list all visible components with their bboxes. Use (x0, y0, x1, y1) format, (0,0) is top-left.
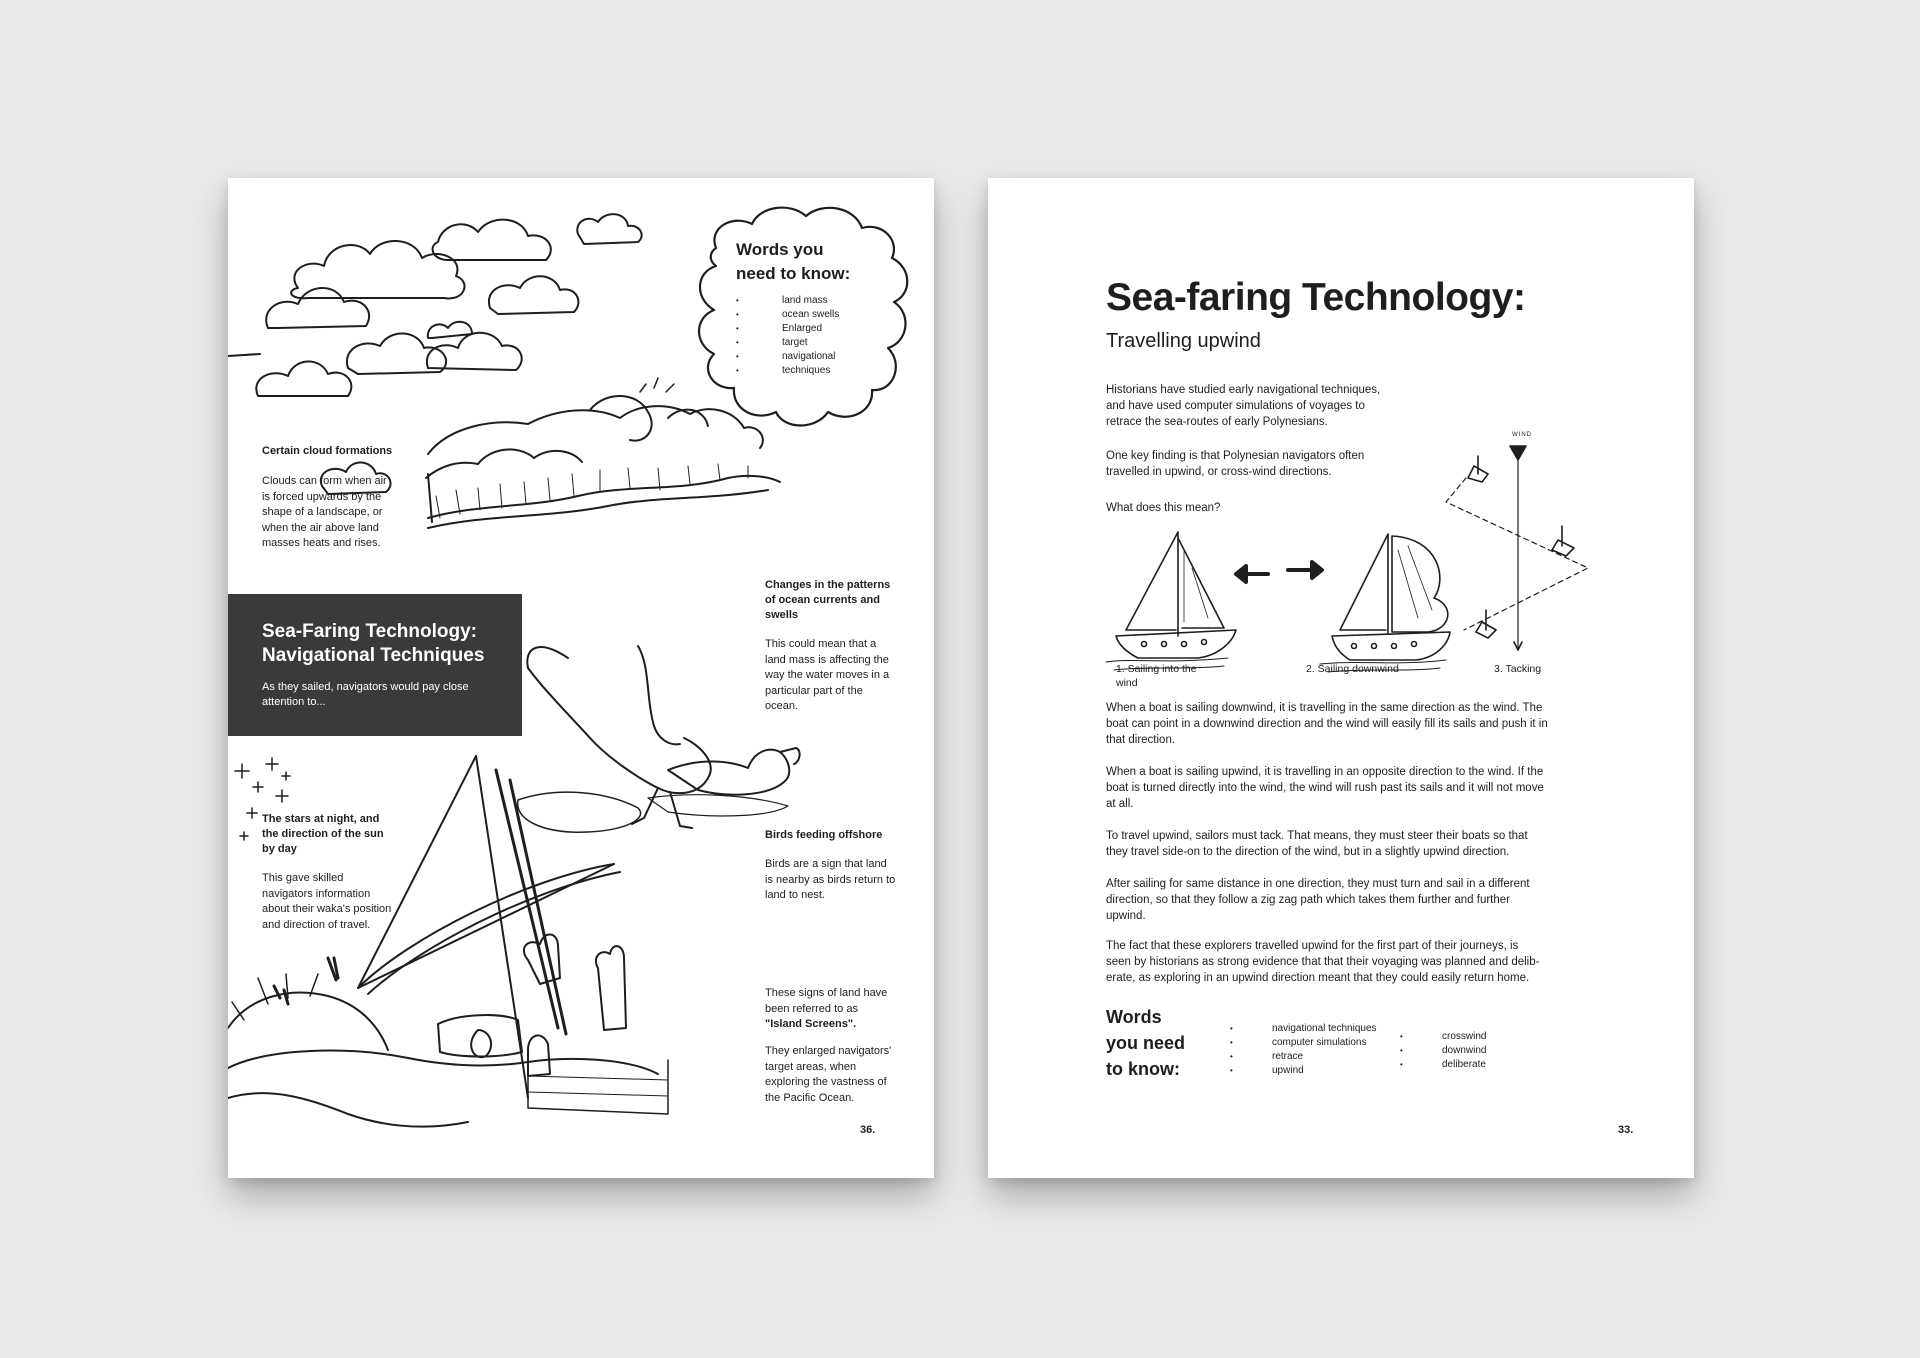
text-line: land to nest. (765, 889, 825, 901)
paragraph-upwind (1106, 764, 1584, 812)
arrow-right-icon (1288, 562, 1322, 578)
text-line: To travel upwind, sailors must tack. That means, they must steer their boats so that (1106, 830, 1528, 842)
text-line: Navigational Techniques (262, 645, 485, 666)
text-line: way the water moves in a (765, 669, 890, 681)
paragraph-downwind (1106, 700, 1584, 748)
text-line: masses heats and rises. (262, 537, 381, 549)
birds-heading: Birds feeding offshore (765, 829, 883, 841)
text-line: they travel side-on to the direction of the wind, but in a slightly upwind direction. (1106, 846, 1510, 858)
text-line: to know: (1106, 1059, 1180, 1079)
text-line: been referred to as (765, 1002, 858, 1015)
sailboat-illustration (1320, 534, 1450, 672)
tacking-diagram (1446, 446, 1588, 650)
text-line: and have used computer simulations of voyages to (1106, 400, 1365, 412)
text-line: and direction of travel. (262, 918, 371, 931)
seabird-illustration (518, 646, 800, 832)
title-box (228, 594, 522, 736)
paragraph-tack (1106, 828, 1584, 860)
caption-sailing-into-wind (1116, 662, 1197, 690)
text-line: They enlarged navigators' (765, 1045, 892, 1057)
page-left (228, 178, 934, 1178)
birds-body (765, 857, 925, 904)
text-line: After sailing for same distance in one direction, they must turn and sail in a different (1106, 878, 1530, 890)
text-line: erate, as exploring in an upwind direction meant that they could easily return home. (1106, 972, 1530, 984)
words-heading (1106, 1004, 1185, 1082)
text-line: Historians have studied early navigational techniques, (1106, 384, 1381, 396)
text-line: is nearby as birds return to (765, 873, 896, 886)
title-box-subtitle (262, 680, 522, 710)
text-line: at all. (1106, 798, 1134, 810)
list-item: • computer simulations (1230, 1036, 1377, 1050)
stars-heading (262, 812, 422, 857)
text-line: Changes in the patterns (765, 579, 891, 591)
text-line: One key finding is that Polynesian navigators often (1106, 450, 1365, 462)
caption-tacking: 3. Tacking (1494, 663, 1542, 675)
list-item: • target (736, 336, 886, 350)
island-screens-intro (765, 986, 925, 1032)
text-line: that direction. (1106, 734, 1176, 746)
sailboat-illustration (1106, 532, 1236, 670)
text-line: wind (1116, 677, 1138, 689)
text-line: shape of a landscape, or (262, 506, 383, 518)
list-item: • navigational (736, 350, 886, 364)
title-box-title (262, 620, 522, 668)
island-screens-body (765, 1044, 925, 1106)
text-line: swells (765, 609, 799, 621)
text-line: when the air above land (262, 521, 379, 534)
text-line: exploring the vastness of (765, 1076, 887, 1088)
text-line: 1. Sailing into the (1116, 663, 1197, 675)
text-line: ocean. (765, 700, 799, 712)
island-screens-term: "Island Screens". (765, 1018, 857, 1030)
list-item-continued: • techniques (736, 364, 886, 378)
text-line: As they sailed, navigators would pay close (262, 681, 469, 693)
caption-sailing-downwind: 2. Sailing downwind (1306, 663, 1399, 675)
page-number-left: 36. (860, 1124, 876, 1136)
list-item: • ocean swells (736, 308, 886, 322)
text-line: attention to... (262, 696, 326, 708)
text-line: by day (262, 843, 297, 855)
words-box-title-line2: need to know: (736, 264, 851, 283)
list-item: • upwind (1230, 1064, 1377, 1078)
text-line: particular part of the (765, 684, 863, 697)
paragraph-evidence (1106, 938, 1584, 986)
text-line: This could mean that a (765, 638, 877, 650)
text-line: Clouds can form when air (262, 475, 387, 487)
list-item: • retrace (1230, 1050, 1377, 1064)
text-line: direction, so that they follow a zig zag path which takes them further and further (1106, 894, 1510, 906)
text-line: the direction of the sun (262, 828, 384, 840)
text-line: These signs of land have (765, 987, 888, 999)
list-item: • downwind (1400, 1044, 1486, 1058)
words-list-column2 (1400, 1030, 1486, 1072)
stars-section (262, 812, 422, 933)
text-line: This gave skilled (262, 872, 344, 884)
text-line: travelled in upwind, or cross-wind directions. (1106, 466, 1332, 478)
text-line: Birds are a sign that land (765, 858, 887, 870)
clouds-heading: Certain cloud formations (262, 445, 393, 457)
text-line: of ocean currents and (765, 594, 880, 606)
list-item: • navigational techniques (1230, 1022, 1377, 1036)
wind-label: WIND (1512, 432, 1532, 438)
words-box (736, 238, 886, 378)
text-line: The fact that these explorers travelled upwind for the first part of their journeys, is (1106, 940, 1519, 952)
list-item: • crosswind (1400, 1030, 1486, 1044)
text-line: target areas, when (765, 1060, 857, 1073)
text-line: boat is turned directly into the wind, the wind will rush past its sails and it will not move (1106, 782, 1544, 794)
currents-section (765, 578, 925, 715)
paragraph-zigzag (1106, 876, 1584, 924)
question-text: What does this mean? (1106, 502, 1221, 514)
arrow-left-icon (1236, 566, 1268, 582)
currents-heading (765, 578, 925, 623)
text-line: The stars at night, and (262, 813, 380, 825)
text-line: you need (1106, 1033, 1186, 1053)
clouds-section (262, 444, 422, 552)
words-box-list (736, 294, 886, 378)
text-line: upwind. (1106, 910, 1146, 922)
list-item: • deliberate (1400, 1058, 1486, 1072)
text-line: land mass is affecting the (765, 653, 889, 666)
list-item: • land mass (736, 294, 886, 308)
wave-illustration (426, 378, 780, 528)
clouds-body (262, 474, 422, 552)
text-line: When a boat is sailing upwind, it is travelling in an opposite direction to the wind. If the (1106, 766, 1544, 778)
island-screens-section (765, 986, 925, 1106)
text-line: When a boat is sailing downwind, it is travelling in the same direction as the wind. The (1106, 702, 1543, 714)
list-item: • Enlarged (736, 322, 886, 336)
page-title: Sea-faring Technology: (1106, 276, 1526, 319)
page-number-right: 33. (1618, 1124, 1634, 1136)
currents-body (765, 637, 925, 715)
text-line: seen by historians as strong evidence that that their voyaging was planned and delib- (1106, 956, 1540, 968)
page-right (988, 178, 1694, 1178)
words-box-title-line1: Words you (736, 240, 824, 259)
text-line: navigators information (262, 887, 371, 900)
birds-section (765, 828, 925, 904)
page-subtitle: Travelling upwind (1106, 330, 1261, 352)
text-line: boat can point in a downwind direction and the wind will easily fill its sails and push it in (1106, 718, 1548, 730)
text-line: Words (1106, 1007, 1162, 1027)
text-line: Sea-Faring Technology: (262, 621, 478, 642)
stars-body (262, 871, 422, 933)
text-line: the Pacific Ocean. (765, 1091, 855, 1104)
text-line: retrace the sea-routes of early Polynesians. (1106, 416, 1328, 428)
text-line: about their waka's position (262, 903, 392, 915)
text-line: is forced upwards by the (262, 490, 382, 503)
words-list-column1 (1230, 1022, 1377, 1078)
